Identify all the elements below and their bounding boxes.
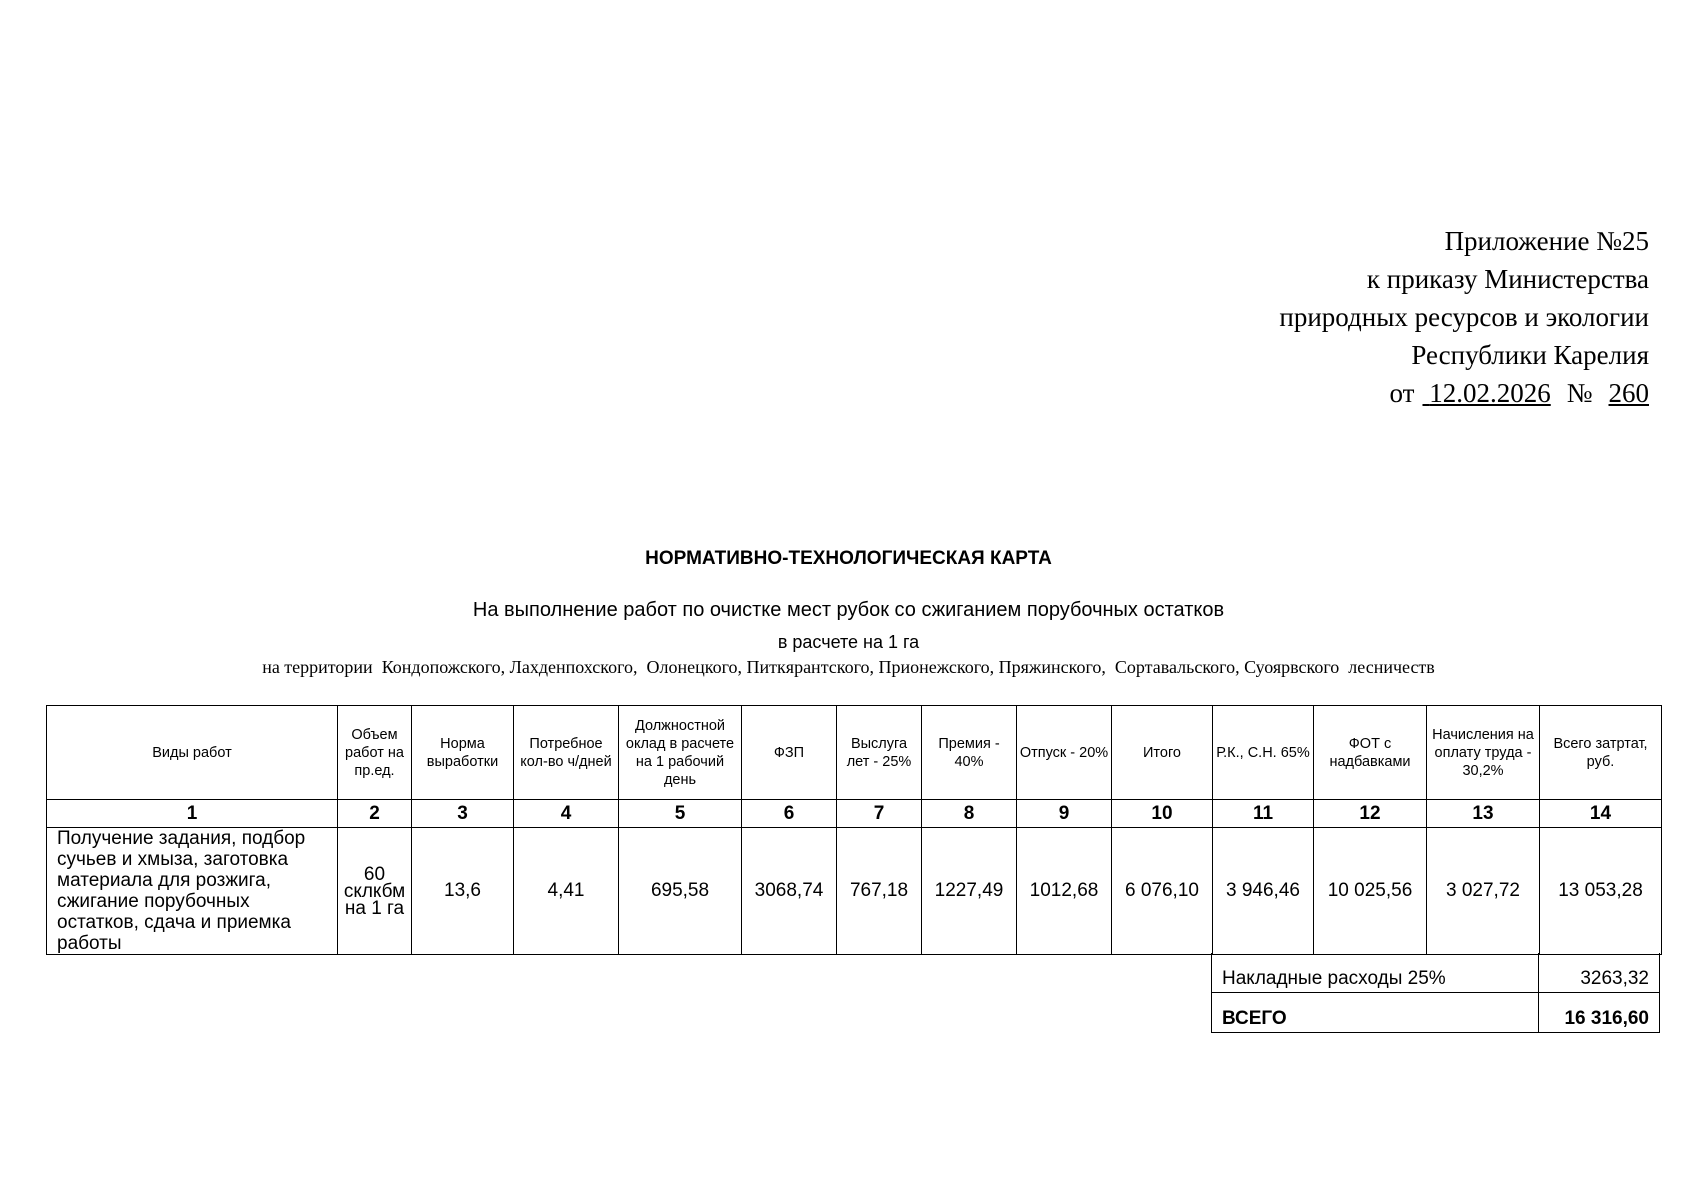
order-date: 12.02.2026 [1429, 378, 1551, 408]
table-cell: 6 076,10 [1112, 828, 1213, 955]
header-cell: Всего затртат, руб. [1540, 706, 1662, 800]
document-subtitle-unit: в расчете на 1 га [777, 632, 920, 652]
order-number: 260 [1608, 378, 1649, 408]
column-number: 4 [514, 800, 619, 828]
header-cell: Объем работ на пр.ед. [338, 706, 412, 800]
column-number: 14 [1540, 800, 1662, 828]
header-cell: Начисления на оплату труда - 30,2% [1427, 706, 1540, 800]
column-number: 5 [619, 800, 742, 828]
table-cell: 3 027,72 [1427, 828, 1540, 955]
overhead-label: Накладные расходы 25% [1212, 953, 1539, 993]
table-header-row [47, 706, 1662, 800]
column-number: 13 [1427, 800, 1540, 828]
appendix-line-4: Республики Карелия [1411, 340, 1649, 370]
header-cell: Премия - 40% [922, 706, 1017, 800]
grand-total-value: 16 316,60 [1539, 993, 1660, 1033]
header-cell: Итого [1112, 706, 1213, 800]
table-cell: 10 025,56 [1314, 828, 1427, 955]
appendix-date-line [1279, 374, 1649, 412]
grand-total-row [1212, 993, 1660, 1033]
grand-total-label: ВСЕГО [1212, 993, 1539, 1033]
column-number: 9 [1017, 800, 1112, 828]
table-row [47, 828, 1662, 955]
column-number: 8 [922, 800, 1017, 828]
appendix-block [1279, 222, 1649, 412]
document-subtitle: На выполнение работ по очистке мест рубок со сжиганием порубочных остатков [472, 599, 1225, 621]
header-cell: ФЗП [742, 706, 837, 800]
table-cell: 13 053,28 [1540, 828, 1662, 955]
column-number: 6 [742, 800, 837, 828]
column-number: 10 [1112, 800, 1213, 828]
totals-table [1211, 953, 1660, 1033]
table-cell: 767,18 [837, 828, 922, 955]
header-cell: Р.К., С.Н. 65% [1213, 706, 1314, 800]
table-cell: 1227,49 [922, 828, 1017, 955]
table-cell: 4,41 [514, 828, 619, 955]
table-cell: 695,58 [619, 828, 742, 955]
appendix-line-3: природных ресурсов и экологии [1279, 302, 1649, 332]
column-number: 11 [1213, 800, 1314, 828]
territory-line: на территории Кондопожского, Лахденпохского, Олонецкого, Питкярантского, Прионежского, Пряжинского, Сортавальского, Суоярвского лесничеств [262, 657, 1435, 677]
header-cell: Отпуск - 20% [1017, 706, 1112, 800]
cost-table [46, 705, 1662, 955]
work-type-cell: Получение задания, подбор сучьев и хмыза, заготовка материала для розжига, сжигание порубочных остатков, сдача и приемка работы [47, 828, 338, 955]
header-cell: Потребное кол-во ч/дней [514, 706, 619, 800]
header-cell: ФОТ с надбавками [1314, 706, 1427, 800]
appendix-line-1: Приложение №25 [1444, 226, 1649, 256]
appendix-line-2: к приказу Министерства [1366, 264, 1649, 294]
overhead-row [1212, 953, 1660, 993]
number-label: № [1566, 378, 1593, 408]
volume-cell: 60 склкбм на 1 га [338, 828, 412, 955]
overhead-value: 3263,32 [1539, 953, 1660, 993]
table-cell: 13,6 [412, 828, 514, 955]
column-number: 7 [837, 800, 922, 828]
column-number: 12 [1314, 800, 1427, 828]
header-cell: Норма выработки [412, 706, 514, 800]
header-cell: Виды работ [47, 706, 338, 800]
column-number: 1 [47, 800, 338, 828]
table-cell: 1012,68 [1017, 828, 1112, 955]
column-number: 2 [338, 800, 412, 828]
table-cell: 3068,74 [742, 828, 837, 955]
header-cell: Должностной оклад в расчете на 1 рабочий день [619, 706, 742, 800]
from-label: от [1389, 378, 1415, 408]
column-number-row [47, 800, 1662, 828]
header-cell: Выслуга лет - 25% [837, 706, 922, 800]
document-title: НОРМАТИВНО-ТЕХНОЛОГИЧЕСКАЯ КАРТА [645, 548, 1052, 569]
table-cell: 3 946,46 [1213, 828, 1314, 955]
column-number: 3 [412, 800, 514, 828]
